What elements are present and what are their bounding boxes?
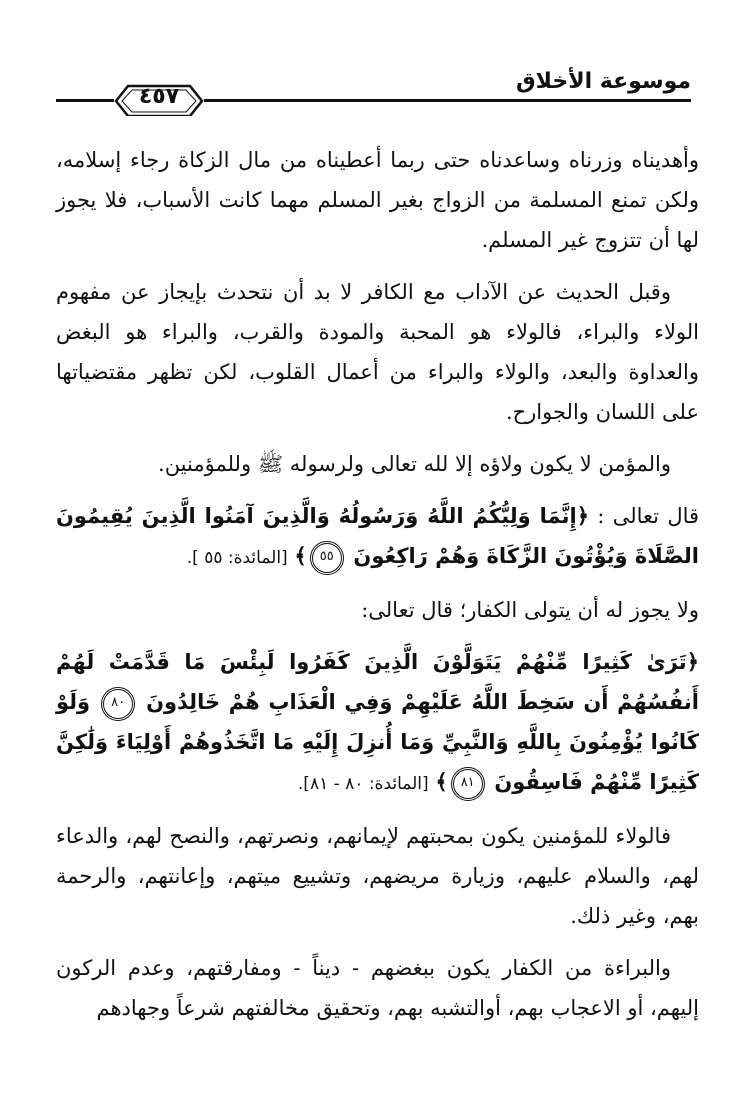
quran-verse: إِنَّمَا وَلِيُّكُمُ اللَّهُ وَرَسُولُهُ وَالَّذِينَ آمَنُوا الَّذِينَ يُقِيمُونَ الصَّلَاةَ وَيُؤْتُونَ الزَّكَاةَ وَهُمْ رَاكِعُونَ xyxy=(56,504,699,568)
page-number: ٤٥٧ xyxy=(138,84,180,109)
verse-intro: قال تعالى : xyxy=(589,504,700,528)
book-title: موسوعة الأخلاق xyxy=(508,68,691,96)
quran-verse: تَرَىٰ كَثِيرًا مِّنْهُمْ يَتَوَلَّوْنَ الَّذِينَ كَفَرُوا لَبِئْسَ مَا قَدَّمَتْ لَهُمْ أَنفُسُهُمْ أَن سَخِطَ اللَّهُ عَلَيْهِمْ وَفِي الْعَذَابِ هُمْ خَالِدُونَ xyxy=(56,650,699,714)
verse-open-bracket: ﴿ xyxy=(576,504,590,528)
paragraph-verse-55 xyxy=(56,496,699,578)
paragraph-3: والمؤمن لا يكون ولاؤه إلا لله تعالى ولرسوله ﷺ وللمؤمنين. xyxy=(158,452,671,476)
page-body xyxy=(56,140,699,1040)
paragraph-5: ولا يجوز له أن يتولى الكفار؛ قال تعالى: xyxy=(361,598,699,622)
ayah-number-icon: ٨٠ xyxy=(101,687,135,721)
paragraph-verse-80-81 xyxy=(56,642,699,804)
verse-reference: [المائدة: ٨٠ - ٨١]. xyxy=(297,774,429,794)
verse-open-bracket: ﴿ xyxy=(686,650,699,674)
paragraph-8: والبراءة من الكفار يكون ببغضهم - ديناً - ومفارقتهم، وعدم الركون إليهم، أو الاعجاب بهم، أوالتشبه بهم، وتحقيق مخالفتهم شرعاً وجهادهم xyxy=(56,956,699,1020)
verse-reference: [المائدة: ٥٥ ]. xyxy=(186,548,288,568)
page-number-frame xyxy=(114,78,204,116)
quran-verse: وَلَوْ كَانُوا يُؤْمِنُونَ بِاللَّهِ وَالنَّبِيِّ وَمَا أُنزِلَ إِلَيْهِ مَا اتَّخَذُوهُمْ أَوْلِيَاءَ وَلَٰكِنَّ كَثِيرًا مِّنْهُمْ فَاسِقُونَ xyxy=(56,690,699,794)
paragraph-2: وقبل الحديث عن الآداب مع الكافر لا بد أن نتحدث بإيجاز عن مفهوم الولاء والبراء، فالولاء هو المحبة والمودة والقرب، والبراء هو البغض والعداوة والبعد، والولاء والبراء من أعمال القلوب، لكن تظهر مقتضياتها على اللسان والجوارح. xyxy=(56,280,699,424)
verse-close-bracket: ﴾ xyxy=(294,544,307,568)
paragraph-7: فالولاء للمؤمنين يكون بمحبتهم لإيمانهم، ونصرتهم، والنصح لهم، والدعاء لهم، والسلام عليهم، وزيارة مريضهم، وتشييع ميتهم، وإعانتهم، والرحمة بهم، وغير ذلك. xyxy=(56,824,699,928)
page-header xyxy=(56,62,691,112)
ayah-number-icon: ٥٥ xyxy=(310,541,344,575)
paragraph-1: وأهديناه وزرناه وساعدناه حتى ربما أعطيناه من مال الزكاة رجاء إسلامه، ولكن تمنع المسلمة من الزواج بغير المسلم مهما كانت الأسباب، فلا يجوز لها أن تتزوج غير المسلم. xyxy=(56,148,699,252)
verse-close-bracket: ﴾ xyxy=(435,770,448,794)
ayah-number-icon: ٨١ xyxy=(451,767,485,801)
